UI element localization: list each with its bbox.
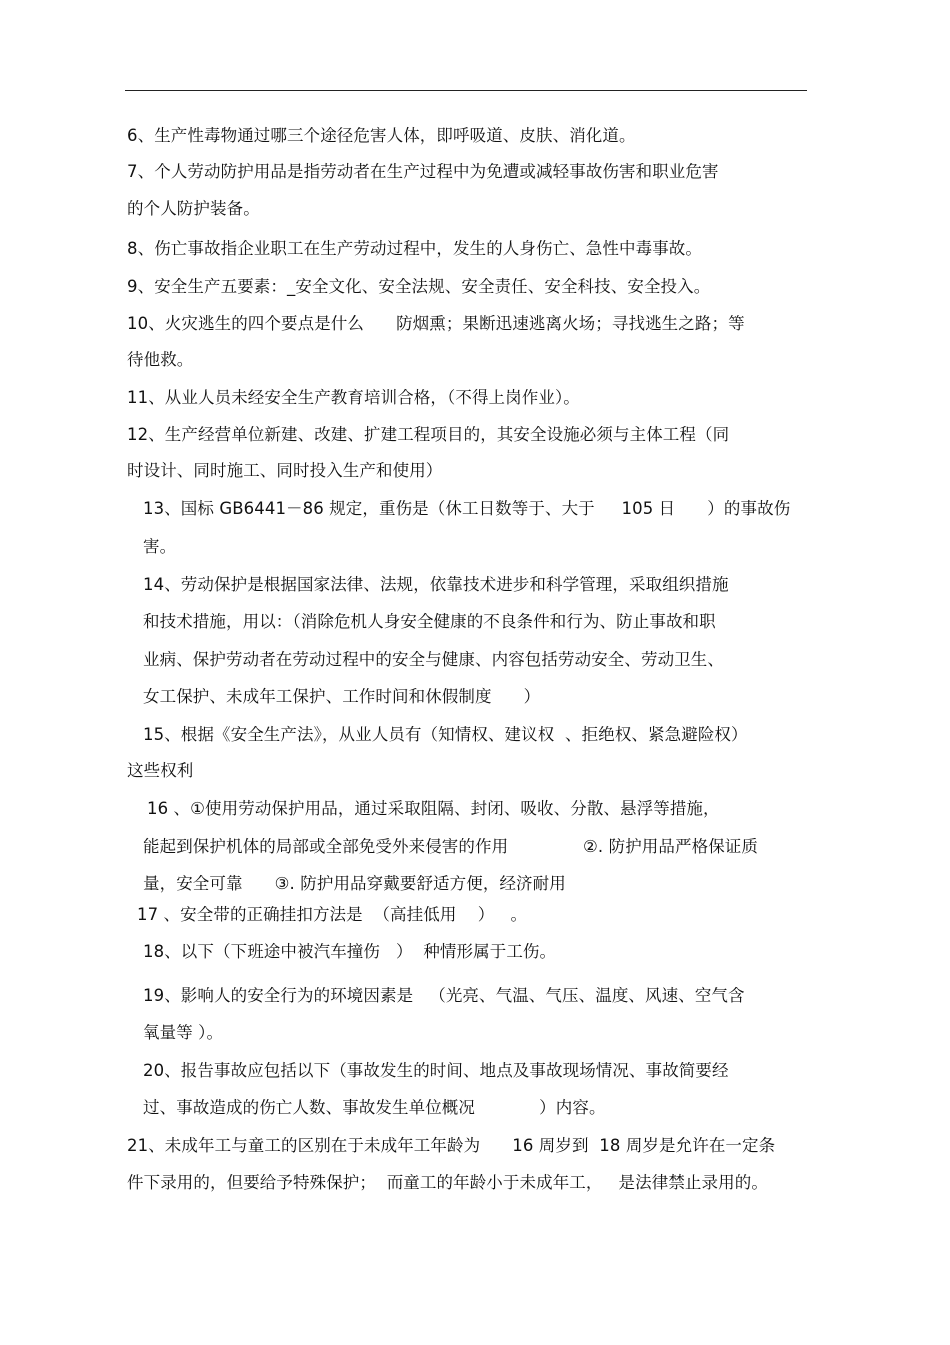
text-line: 这些权利 [127, 761, 194, 780]
text-line: 13、国标 GB6441－86 规定，重伤是（休工日数等于、大于 105 日 ）的事故伤 [143, 499, 791, 518]
text-line: 14、劳动保护是根据国家法律、法规，依靠技术进步和科学管理，采取组织措施 [143, 575, 729, 594]
text-line: 12、生产经营单位新建、改建、扩建工程项目的，其安全设施必须与主体工程（同 [127, 425, 730, 444]
text-line: 8、伤亡事故指企业职工在生产劳动过程中，发生的人身伤亡、急性中毒事故。 [127, 239, 702, 258]
text-line: 害。 [143, 537, 177, 556]
header-rule [125, 90, 807, 91]
text-line: 16 、①使用劳动保护用品，通过采取阻隔、封闭、吸收、分散、悬浮等措施， [147, 799, 720, 818]
text-line: 和技术措施，用以：（消除危机人身安全健康的不良条件和行为、防止事故和职 [143, 612, 716, 631]
text-line: 时设计、同时施工、同时投入生产和使用） [127, 461, 443, 480]
text-line: 7、个人劳动防护用品是指劳动者在生产过程中为免遭或减轻事故伤害和职业危害 [127, 162, 719, 181]
text-line: 15、根据《安全生产法》，从业人员有（知情权、建议权 、拒绝权、紧急避险权） [143, 725, 748, 744]
text-line: 能起到保护机体的局部或全部免受外来侵害的作用 ②. 防护用品严格保证质 [143, 837, 759, 856]
text-line: 待他救。 [127, 350, 194, 369]
text-line: 业病、保护劳动者在劳动过程中的安全与健康、内容包括劳动安全、劳动卫生、 [143, 650, 724, 669]
text-line: 20、报告事故应包括以下（事故发生的时间、地点及事故现场情况、事故简要经 [143, 1061, 729, 1080]
text-line: 10、火灾逃生的四个要点是什么 防烟熏；果断迅速逃离火场；寻找逃生之路；等 [127, 314, 745, 333]
text-line: 6、生产性毒物通过哪三个途径危害人体，即呼吸道、皮肤、消化道。 [127, 126, 636, 145]
text-line: 9、安全生产五要素：_安全文化、安全法规、安全责任、安全科技、安全投入。 [127, 277, 711, 296]
text-line: 氧量等 ）。 [143, 1023, 224, 1042]
text-line: 过、事故造成的伤亡人数、事故发生单位概况 ）内容。 [143, 1098, 606, 1117]
text-line: 件下录用的，但要给予特殊保护； 而童工的年龄小于未成年工， 是法律禁止录用的。 [127, 1173, 768, 1192]
text-line: 19、影响人的安全行为的环境因素是 （光亮、气温、气压、温度、风速、空气含 [143, 986, 745, 1005]
text-line: 的个人防护装备。 [127, 199, 260, 218]
text-line: 量，安全可靠 ③. 防护用品穿戴要舒适方便，经济耐用 [143, 874, 566, 893]
text-line: 11、从业人员未经安全生产教育培训合格，（不得上岗作业）。 [127, 388, 580, 407]
text-line: 17 、安全带的正确挂扣方法是 （高挂低用 ） 。 [137, 905, 528, 924]
text-line: 女工保护、未成年工保护、工作时间和休假制度 ） [143, 687, 541, 706]
text-line: 18、以下（下班途中被汽车撞伤 ） 种情形属于工伤。 [143, 942, 557, 961]
text-line: 21、未成年工与童工的区别在于未成年工年龄为 16 周岁到 18 周岁是允许在一定条 [127, 1136, 776, 1155]
